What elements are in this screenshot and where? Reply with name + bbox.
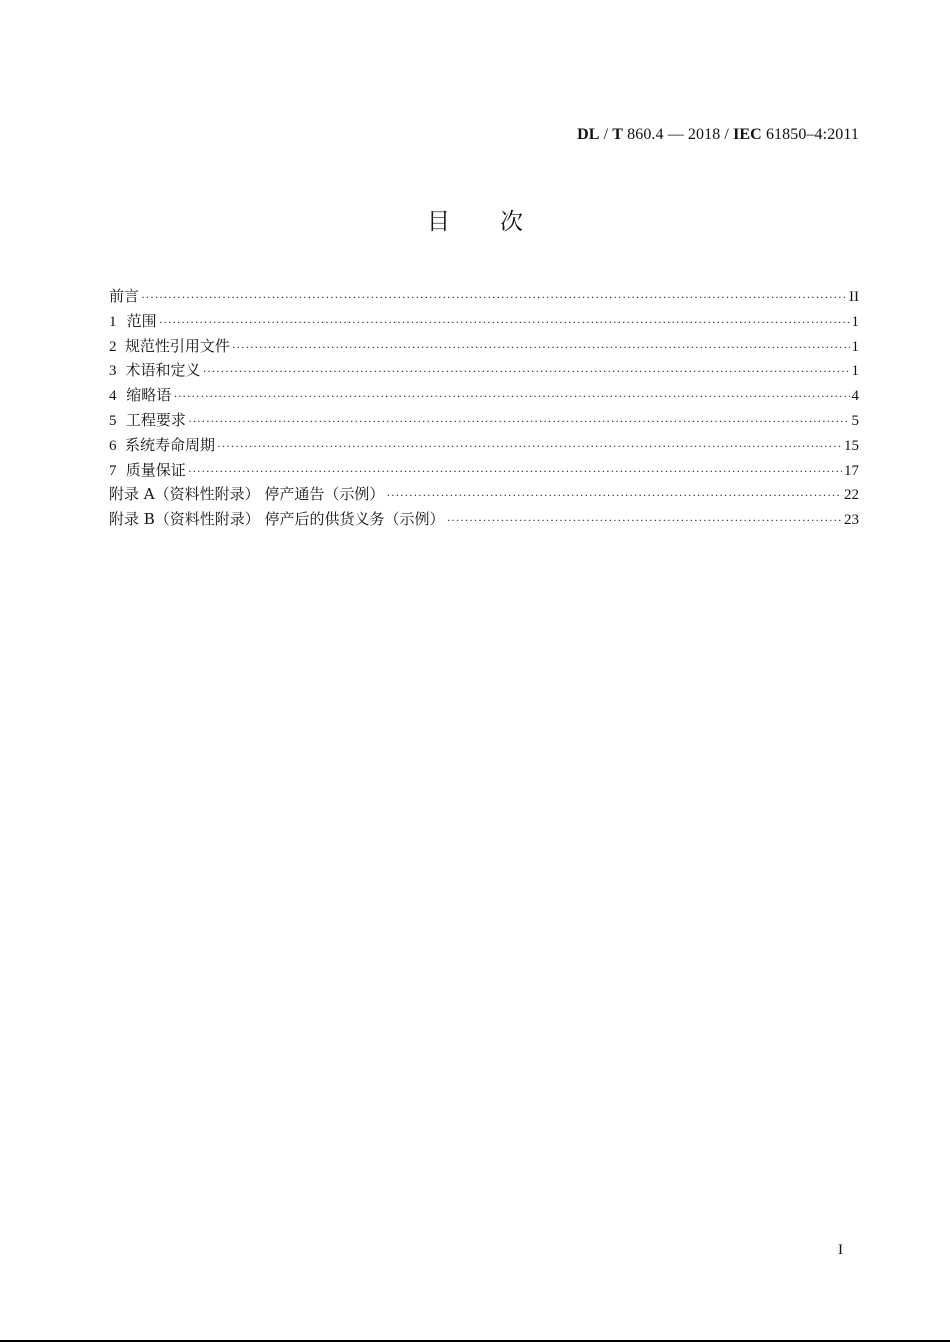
standard-header — [577, 126, 859, 144]
toc-entry-page: 17 — [844, 462, 859, 479]
toc-entry-system-lifecycle[interactable] — [109, 433, 859, 458]
iec-number: 61850–4:2011 — [761, 126, 859, 143]
toc-leader-dots — [173, 384, 849, 409]
toc-entry-page: 1 — [851, 338, 859, 355]
toc-entry-annex-b[interactable] — [109, 507, 859, 532]
toc-title — [0, 203, 950, 236]
toc-entry-terms-definitions[interactable] — [109, 358, 859, 383]
toc-entry-quality-assurance[interactable] — [109, 458, 859, 483]
toc-entry-label: 缩略语 — [126, 386, 172, 405]
toc-entry-scope[interactable] — [109, 309, 859, 334]
iec-prefix: IEC — [733, 126, 762, 143]
toc-leader-dots — [203, 359, 850, 384]
toc-title-right: 次 — [500, 209, 523, 235]
toc-entry-number: 2 — [109, 338, 117, 355]
toc-entry-normative-references[interactable] — [109, 334, 859, 359]
toc-leader-dots — [386, 483, 842, 508]
table-of-contents — [109, 284, 859, 532]
toc-entry-engineering-requirements[interactable] — [109, 408, 859, 433]
toc-entry-page: 22 — [844, 487, 859, 504]
toc-leader-dots — [188, 409, 850, 434]
toc-entry-number: 6 — [109, 437, 117, 454]
standard-prefix: DL — [577, 126, 600, 143]
toc-entry-page: 4 — [851, 388, 859, 405]
toc-entry-label: 附录 B（资料性附录） 停产后的供货义务（示例） — [109, 510, 445, 529]
toc-entry-page: II — [849, 289, 859, 305]
toc-entry-label: 工程要求 — [125, 410, 186, 429]
toc-leader-dots — [188, 459, 842, 484]
toc-entry-page: 1 — [851, 363, 859, 380]
toc-entry-number: 4 — [109, 388, 117, 405]
toc-entry-number: 7 — [109, 462, 117, 479]
toc-entry-page: 15 — [844, 437, 859, 454]
toc-entry-annex-a[interactable] — [109, 482, 859, 507]
standard-number: 860.4 — 2018 / — [623, 126, 734, 143]
toc-entry-page: 5 — [851, 412, 859, 429]
toc-leader-dots — [141, 285, 847, 310]
toc-entry-abbreviations[interactable] — [109, 383, 859, 408]
toc-entry-foreword[interactable] — [109, 284, 859, 309]
toc-entry-label: 范围 — [126, 311, 157, 330]
toc-title-left: 目 — [427, 209, 450, 235]
toc-entry-page: 1 — [851, 313, 859, 330]
toc-entry-number: 3 — [109, 363, 117, 380]
toc-leader-dots — [447, 508, 842, 533]
toc-leader-dots — [159, 310, 850, 335]
toc-leader-dots — [217, 434, 842, 459]
toc-leader-dots — [232, 335, 850, 360]
toc-entry-label: 前言 — [109, 287, 140, 305]
page-number: I — [838, 1242, 843, 1258]
standard-separator: / — [599, 126, 613, 143]
standard-type: T — [612, 126, 624, 143]
toc-entry-number: 1 — [109, 313, 117, 330]
toc-entry-label: 规范性引用文件 — [124, 336, 230, 355]
toc-entry-label: 附录 A（资料性附录） 停产通告（示例） — [109, 485, 385, 504]
toc-entry-label: 术语和定义 — [125, 361, 201, 380]
toc-entry-label: 系统寿命周期 — [124, 435, 215, 454]
toc-entry-number: 5 — [109, 412, 117, 429]
toc-entry-page: 23 — [844, 512, 859, 529]
toc-entry-label: 质量保证 — [125, 460, 186, 479]
bottom-divider — [0, 1340, 950, 1342]
